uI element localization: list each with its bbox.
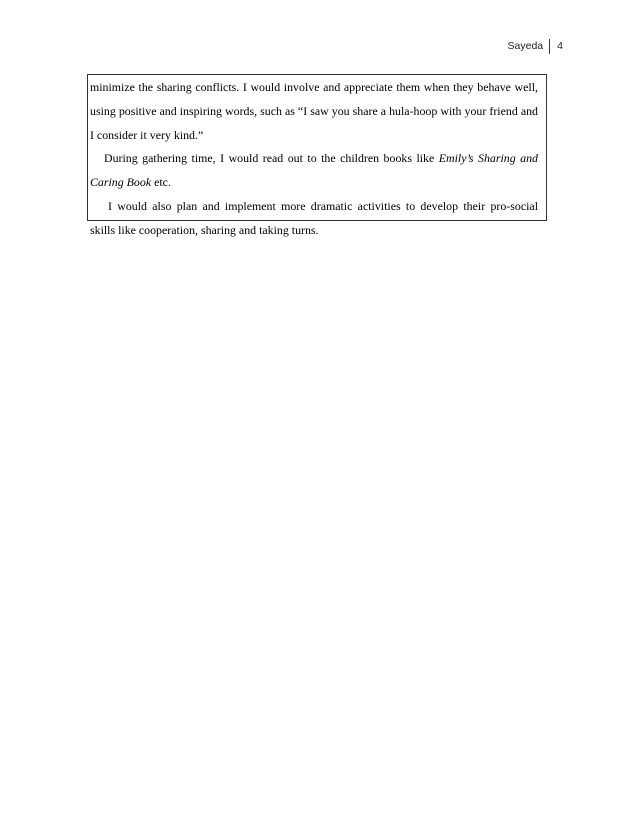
book-title: Emily’s Sharing and Caring Book [90,151,538,190]
paragraph-gathering-text: During gathering time, I would read out to the children books like [104,151,439,166]
page-header [508,38,563,54]
header-author: Sayeda [507,40,544,52]
bordered-text-box [87,74,547,237]
paragraph-dramatic-activities: I would also plan and implement more dramatic activities to develop their pro-social skills like cooperation, sharing and taking turns. [90,198,538,237]
page-number: 4 [557,40,563,52]
paragraph-gathering-time [90,147,538,195]
paragraph-sharing-conflicts: minimize the sharing conflicts. I would involve and appreciate them when they behave well, using positive and inspiring words, such as “I saw you share a hula-hoop with your friend and I consider it very kind.” [90,80,538,142]
paragraph-gathering-ending: etc. [151,175,171,190]
